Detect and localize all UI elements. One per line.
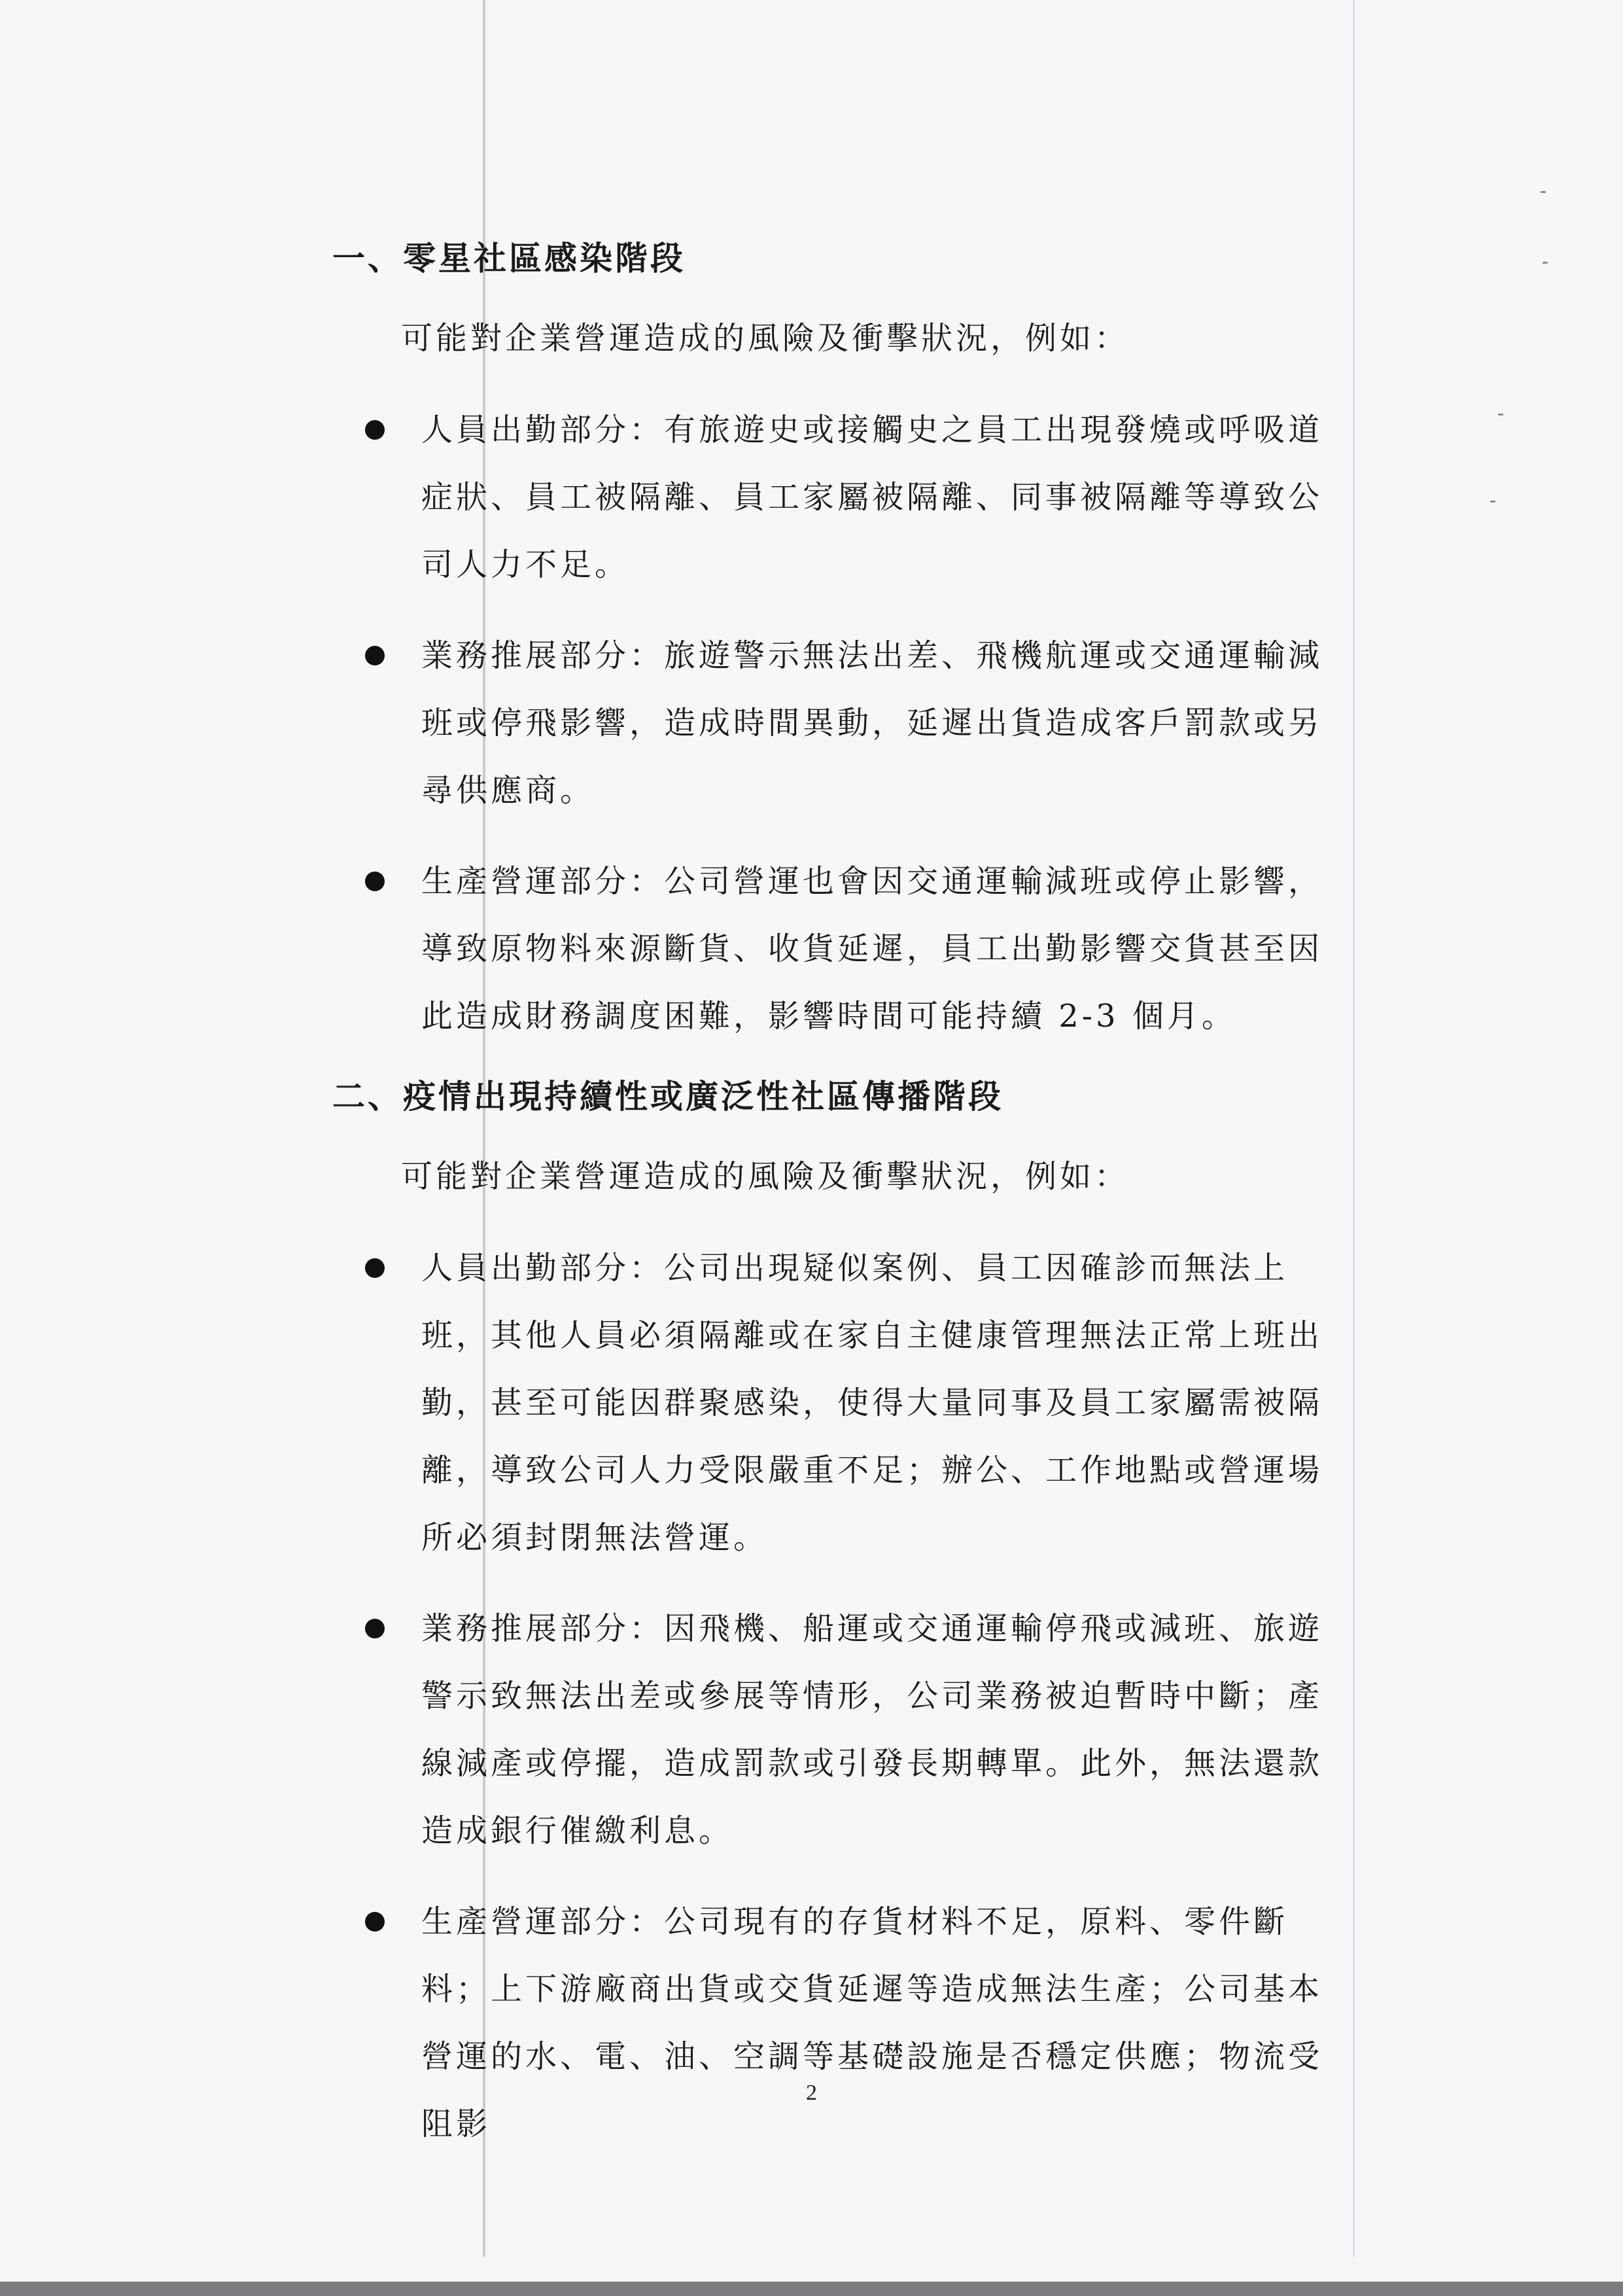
scan-artifact-border xyxy=(0,2282,1623,2296)
document-page xyxy=(332,236,1353,2181)
scan-artifact-line xyxy=(1353,0,1355,2257)
section-intro: 可能對企業營運造成的風險及衝擊狀況，例如： xyxy=(401,1158,1130,1195)
bullet-icon xyxy=(365,1258,385,1278)
bullet-icon xyxy=(365,872,385,891)
bullet-icon xyxy=(365,1912,385,1932)
list-item xyxy=(332,1235,1353,1572)
scan-speck xyxy=(1543,262,1548,264)
page-number: 2 xyxy=(806,2081,817,2105)
list-item xyxy=(332,1888,1353,2158)
scan-speck xyxy=(1490,501,1495,503)
list-item-text: 生產營運部分：公司現有的存貨材料不足，原料、零件斷料；上下游廠商出貨或交貨延遲等造成無法生產；公司基本營運的水、電、油、空調等基礎設施是否穩定供應；物流受阻影 xyxy=(421,1903,1323,2142)
bullet-icon xyxy=(365,1619,385,1638)
list-item-text: 人員出勤部分：公司出現疑似案例、員工因確診而無法上班，其他人員必須隔離或在家自主健康管理無法正常上班出勤，甚至可能因群聚感染，使得大量同事及員工家屬需被隔離，導致公司人力受限嚴重不足；辦公、工作地點或營運場所必須封閉無法營運。 xyxy=(421,1250,1323,1556)
list-item xyxy=(332,1595,1353,1865)
list-item xyxy=(332,397,1353,599)
list-item-text: 業務推展部分：旅遊警示無法出差、飛機航運或交通運輸減班或停飛影響，造成時間異動，延遲出貨造成客戶罰款或另尋供應商。 xyxy=(421,637,1323,809)
section-1 xyxy=(332,236,1353,1050)
section-heading: 二、疫情出現持續性或廣泛性社區傳播階段 xyxy=(332,1077,1003,1116)
scan-speck xyxy=(1541,191,1546,193)
section-heading: 一、零星社區感染階段 xyxy=(332,239,686,277)
bullet-icon xyxy=(365,646,385,665)
list-item-text: 生產營運部分：公司營運也會因交通運輸減班或停止影響，導致原物料來源斷貨、收貨延遲，員工出勤影響交貨甚至因此造成財務調度困難，影響時間可能持續 2-3 個月。 xyxy=(421,863,1323,1034)
bullet-icon xyxy=(365,420,385,440)
list-item-text: 人員出勤部分：有旅遊史或接觸史之員工出現發燒或呼吸道症狀、員工被隔離、員工家屬被隔離、同事被隔離等導致公司人力不足。 xyxy=(421,412,1323,583)
list-item xyxy=(332,848,1353,1050)
section-intro: 可能對企業營運造成的風險及衝擊狀況，例如： xyxy=(401,320,1130,357)
list-item xyxy=(332,622,1353,824)
scan-speck xyxy=(1498,414,1503,415)
list-item-text: 業務推展部分：因飛機、船運或交通運輸停飛或減班、旅遊警示致無法出差或參展等情形，公司業務被迫暫時中斷；產線減產或停擺，造成罰款或引發長期轉單。此外，無法還款造成銀行催繳利息。 xyxy=(421,1610,1323,1849)
bullet-list xyxy=(332,1235,1353,2158)
bullet-list xyxy=(332,397,1353,1050)
section-2 xyxy=(332,1074,1353,2158)
